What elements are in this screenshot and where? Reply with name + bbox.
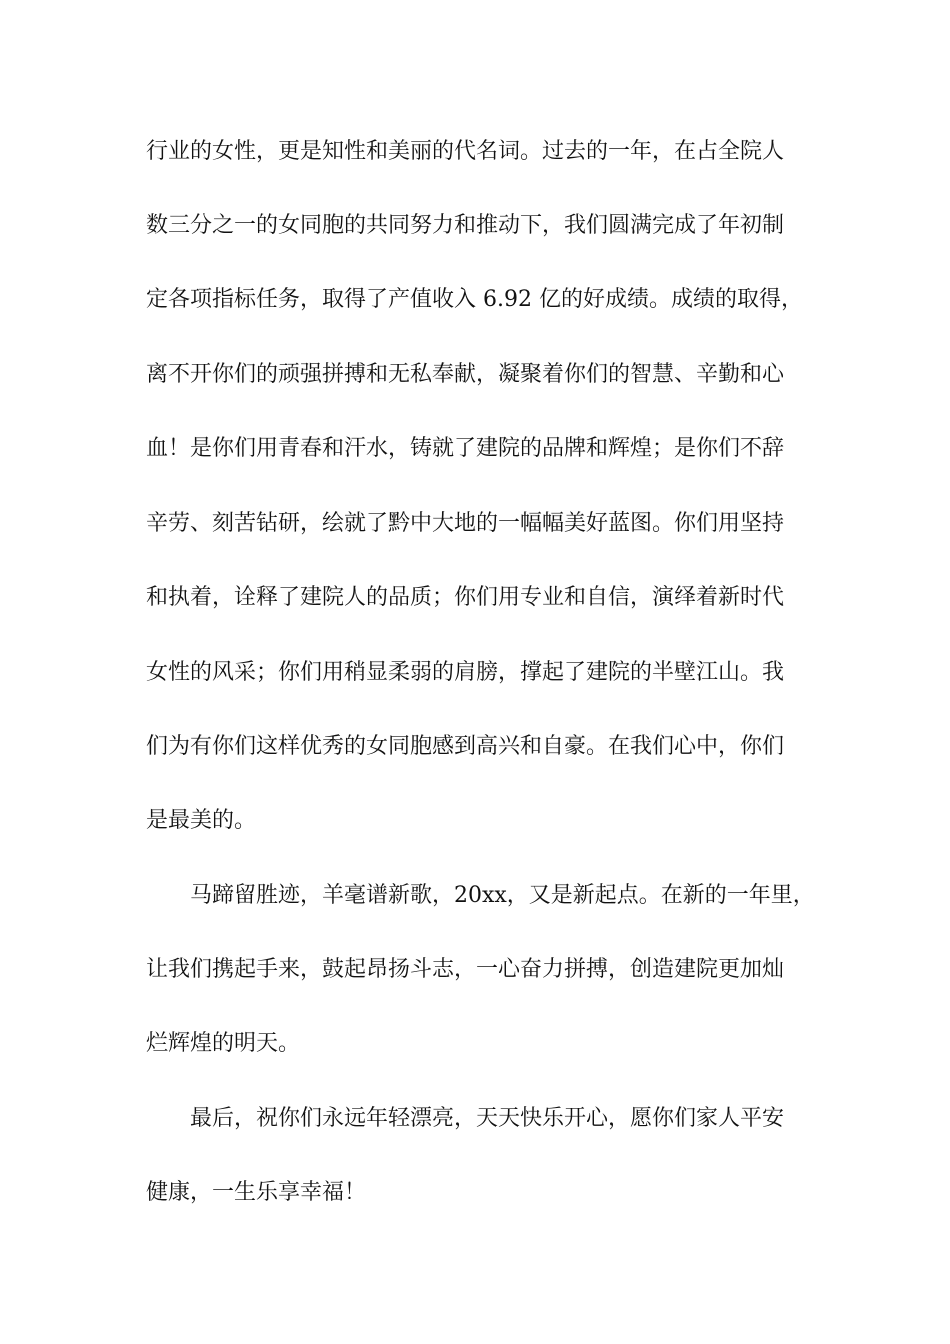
body-text-line: 让我们携起手来，鼓起昂扬斗志，一心奋力拼搏，创造建院更加灿 bbox=[146, 957, 785, 982]
body-text-line: 定各项指标任务，取得了产值收入 6.92 亿的好成绩。成绩的取得， bbox=[146, 287, 803, 312]
body-text-line: 行业的女性，更是知性和美丽的代名词。过去的一年，在占全院人 bbox=[146, 139, 785, 164]
body-text-line: 血！是你们用青春和汗水，铸就了建院的品牌和辉煌；是你们不辞 bbox=[146, 436, 785, 461]
body-text-line: 健康，一生乐享幸福！ bbox=[146, 1180, 367, 1205]
body-text-line: 辛劳、刻苦钻研，绘就了黔中大地的一幅幅美好蓝图。你们用坚持 bbox=[146, 511, 785, 536]
body-text-line: 离不开你们的顽强拼搏和无私奉献，凝聚着你们的智慧、辛勤和心 bbox=[146, 362, 785, 387]
body-text-line: 女性的风采；你们用稍显柔弱的肩膀，撑起了建院的半壁江山。我 bbox=[146, 660, 785, 685]
body-text-line: 马蹄留胜迹，羊毫谱新歌，20xx，又是新起点。在新的一年里， bbox=[190, 883, 815, 908]
body-text-line: 们为有你们这样优秀的女同胞感到高兴和自豪。在我们心中，你们 bbox=[146, 734, 785, 759]
body-text-line: 和执着，诠释了建院人的品质；你们用专业和自信，演绎着新时代 bbox=[146, 585, 785, 610]
body-text-line: 是最美的。 bbox=[146, 808, 257, 833]
body-text-line: 最后，祝你们永远年轻漂亮，天天快乐开心，愿你们家人平安 bbox=[190, 1106, 785, 1131]
body-text-line: 数三分之一的女同胞的共同努力和推动下，我们圆满完成了年初制 bbox=[146, 213, 785, 238]
body-text-line: 烂辉煌的明天。 bbox=[146, 1031, 301, 1056]
